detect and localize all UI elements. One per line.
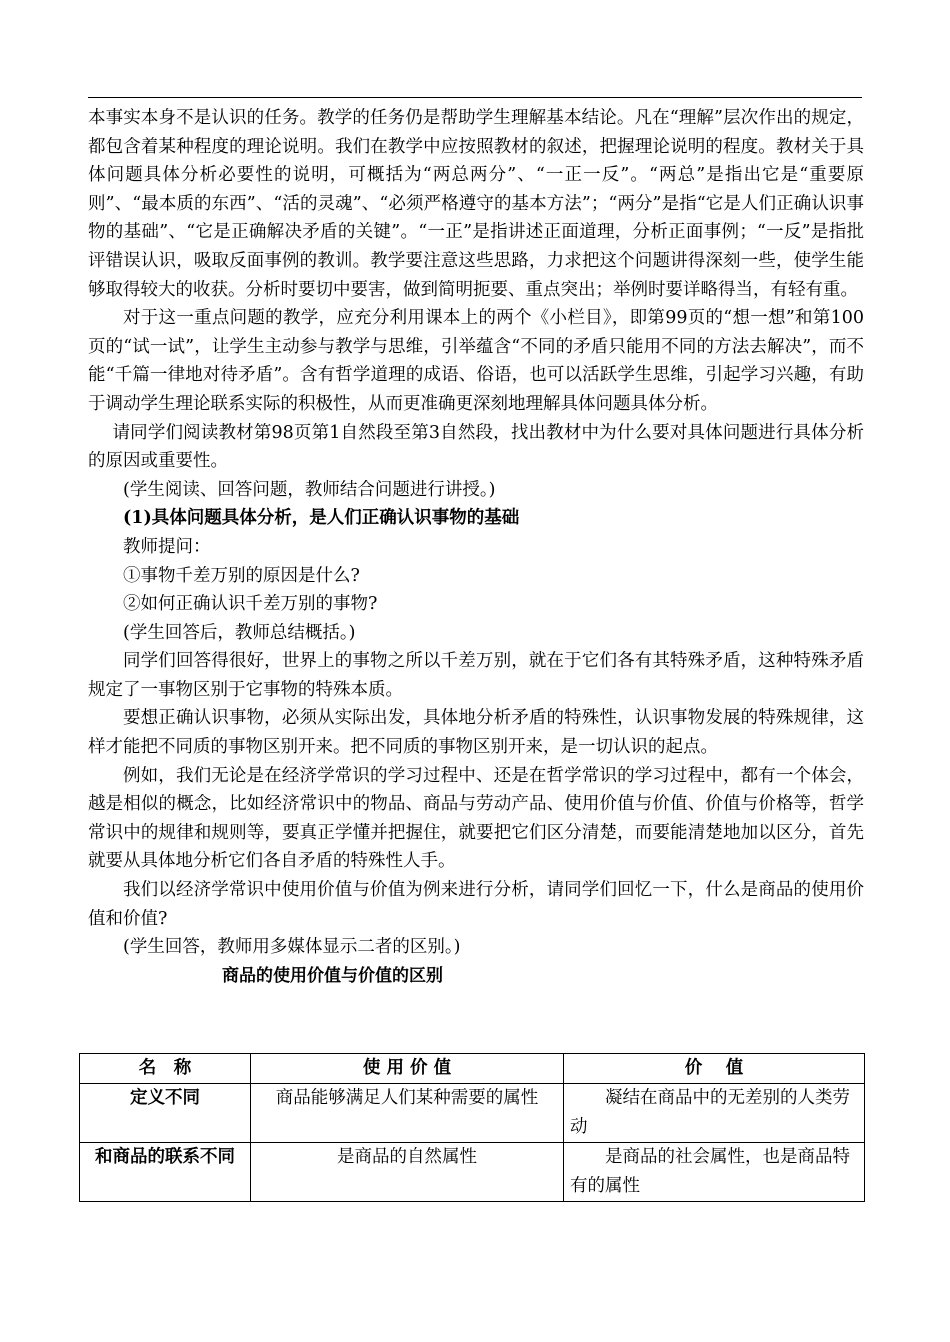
cell-value: 凝结在商品中的无差别的人类劳动 bbox=[564, 1084, 865, 1143]
header-value: 价 值 bbox=[564, 1054, 865, 1084]
row-label: 定义不同 bbox=[80, 1084, 251, 1143]
paragraph-2: 对于这一重点问题的教学，应充分利用课本上的两个《小栏目》，即第99页的“想一想”和第100页的“试一试”，让学生主动参与教学与思维，引举蕴含“不同的矛盾只能用不同的方法去解决”，而不能“千篇一律地对待矛盾”。含有哲学道理的成语、俗语，也可以活跃学生思维，引起学习兴趣，有助于调动学生理论联系实际的积极性，从而更准确更深刻地理解具体问题具体分析。 bbox=[88, 308, 864, 414]
table-row bbox=[80, 1084, 865, 1143]
header-rule bbox=[88, 97, 862, 98]
row-label: 和商品的联系不同 bbox=[80, 1143, 251, 1202]
table-caption: 商品的使用价值与价值的区别 bbox=[222, 965, 443, 986]
paragraph-13: 我们以经济学常识中使用价值与价值为例来进行分析，请同学们回忆一下，什么是商品的使用价值和价值? bbox=[88, 880, 864, 929]
header-use-value: 使 用 价 值 bbox=[251, 1054, 564, 1084]
paragraph-6: 教师提问： bbox=[123, 536, 211, 557]
comparison-table bbox=[79, 1053, 865, 1202]
paragraph-10: 同学们回答得很好，世界上的事物之所以千差万别，就在于它们各有其特殊矛盾，这种特殊矛盾规定了一事物区别于它事物的特殊本质。 bbox=[88, 651, 864, 700]
header-name: 名 称 bbox=[80, 1054, 251, 1084]
document-body bbox=[88, 104, 864, 989]
paragraph-11: 要想正确认识事物，必须从实际出发，具体地分析矛盾的特殊性，认识事物发展的特殊规律，这样才能把不同质的事物区别开来。把不同质的事物区别开来，是一切认识的起点。 bbox=[88, 708, 864, 758]
paragraph-1: 本事实本身不是认识的任务。教学的任务仍是帮助学生理解基本结论。凡在“理解”层次作出的规定，都包含着某种程度的理论说明。我们在教学中应按照教材的叙述，把握理论说明的程度。教材关于具体问题具体分析必要性的说明，可概括为“两总两分”、“一正一反”。“两总”是指出它是“重要原则”、“最本质的东西”、“活的灵魂”、“必须严格遵守的基本方法”；“两分”是指“它是人们正确认识事物的基础”、“它是正确解决矛盾的关键”。“一正”是指讲述正面道理，分析正面事例；“一反”是指批评错误认识，吸取反面事例的教训。教学要注意这些思路，力求把这个问题讲得深刻一些，使学生能够取得较大的收获。分析时要切中要害，做到简明扼要、重点突出；举例时要详略得当，有轻有重。 bbox=[88, 108, 864, 300]
section-heading: (1)具体问题具体分析，是人们正确认识事物的基础 bbox=[123, 508, 520, 529]
paragraph-3: 请同学们阅读教材第98页第1自然段至第3自然段，找出教材中为什么要对具体问题进行具体分析的原因或重要性。 bbox=[88, 422, 864, 472]
cell-use-value: 是商品的自然属性 bbox=[251, 1143, 564, 1202]
paragraph-14: (学生回答，教师用多媒体显示二者的区别。) bbox=[123, 937, 461, 958]
cell-use-value: 商品能够满足人们某种需要的属性 bbox=[251, 1084, 564, 1143]
paragraph-12: 例如，我们无论是在经济学常识的学习过程中、还是在哲学常识的学习过程中，都有一个体会，越是相似的概念，比如经济常识中的物品、商品与劳动产品、使用价值与价值、价值与价格等，哲学常识中的规律和规则等，要真正学懂并把握住，就要把它们区分清楚，而要能清楚地加以区分，首先就要从具体地分析它们各自矛盾的特殊性人手。 bbox=[88, 765, 864, 872]
question-2: ②如何正确认识千差万别的事物? bbox=[123, 594, 378, 615]
cell-value: 是商品的社会属性，也是商品特有的属性 bbox=[564, 1143, 865, 1202]
table-header-row bbox=[80, 1054, 865, 1084]
question-1: ①事物千差万别的原因是什么? bbox=[123, 565, 360, 586]
paragraph-4: (学生阅读、回答问题，教师结合问题进行讲授。) bbox=[123, 479, 496, 500]
paragraph-9: (学生回答后，教师总结概括。) bbox=[123, 622, 356, 643]
table-row bbox=[80, 1143, 865, 1202]
